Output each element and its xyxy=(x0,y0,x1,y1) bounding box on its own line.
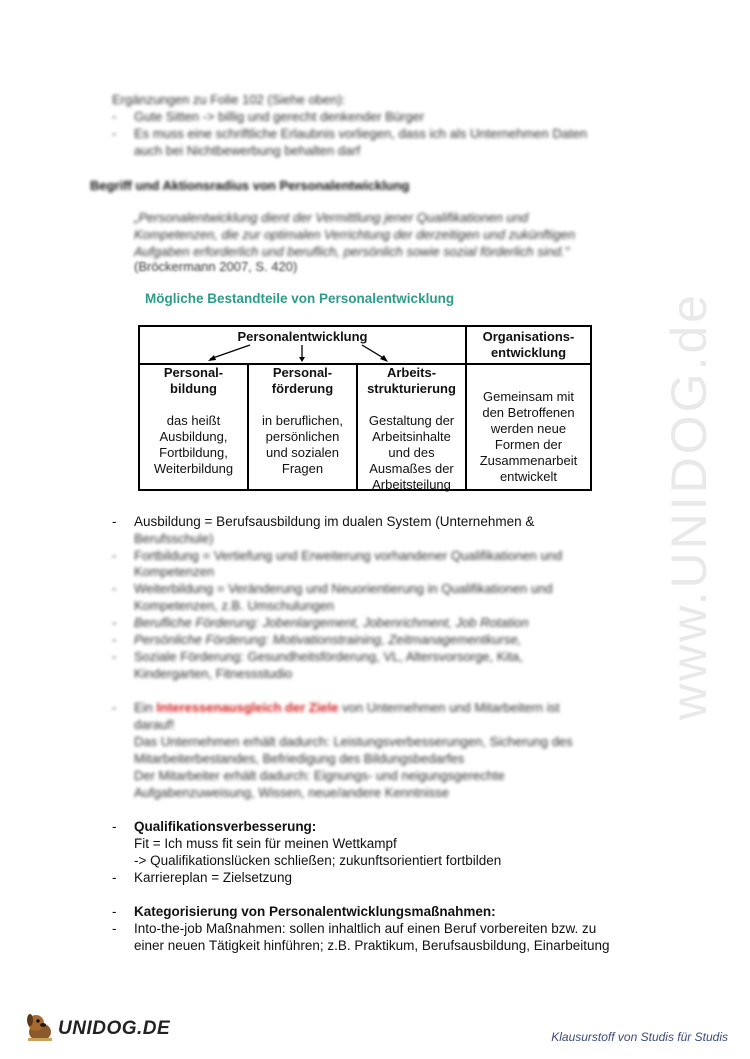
categorization-heading: Kategorisierung von Personalentwicklungsmaßnahmen: xyxy=(134,904,496,919)
footer-tagline: Klausurstoff von Studis für Studis xyxy=(551,1030,728,1044)
dash: - xyxy=(112,649,117,664)
dash: - xyxy=(112,109,117,124)
qualification-heading-row xyxy=(112,818,317,835)
list-item-cont: Berufsschule) xyxy=(134,531,214,546)
list-item-cont: Kindergarten, Fitnessstudio xyxy=(134,666,293,681)
interest-line: Aufgabenzuweisung, Wissen, neue/andere Kenntnisse xyxy=(134,785,450,800)
dash: - xyxy=(112,514,117,529)
dash: - xyxy=(112,581,117,596)
qualification-line-2: -> Qualifikationslücken schließen; zukunftsorientiert fortbilden xyxy=(134,853,502,868)
categorization-heading-row xyxy=(112,903,496,920)
col-personalbildung: Personal- bildung das heißt Ausbildung, Fortbildung, Weiterbildung xyxy=(153,365,234,476)
list-item-text: Persönliche Förderung: Motivationstraining, Zeitmanagementkurse, xyxy=(134,632,522,647)
list-item-fortbildung xyxy=(112,547,563,564)
top-bullet-2-cont: auch bei Nichtbewerbung behalten darf xyxy=(134,143,361,158)
interest-line: Der Mitarbeiter erhält dadurch: Eignungs- und neigungsgerechte xyxy=(134,768,505,783)
list-item-ausbildung xyxy=(112,513,535,530)
interest-line: Mitarbeiterbestandes, Befriedigung des Bildungsbedarfes xyxy=(134,751,465,766)
quote-citation: (Bröckermann 2007, S. 420) xyxy=(134,259,298,274)
dash: - xyxy=(112,700,117,715)
categorization-item-line-2: einer neuen Tätigkeit hinführen; z.B. Praktikum, Berufsausbildung, Einarbeitung xyxy=(134,938,610,953)
top-bullet-text: Es muss eine schriftliche Erlaubnis vorliegen, dass ich als Unternehmen Daten xyxy=(134,126,588,141)
quote-line-2: Kompetenzen, die zur optimalen Verrichtung der derzeitigen und zukünftigen xyxy=(134,227,576,242)
list-item-weiterbildung xyxy=(112,580,553,597)
interest-prefix: Ein xyxy=(134,700,153,715)
quote-line-3: Aufgaben erforderlich und beruflich, persönlich sowie sozial förderlich sind." xyxy=(134,244,570,259)
list-item-text: Ausbildung = Berufsausbildung im dualen System (Unternehmen & xyxy=(134,514,535,529)
interest-suffix: von Unternehmen und Mitarbeitern ist xyxy=(342,700,560,715)
list-item-text: Fortbildung = Vertiefung und Erweiterung vorhandener Qualifikationen und xyxy=(134,548,563,563)
career-plan: Karriereplan = Zielsetzung xyxy=(134,870,292,885)
col-personalfoerderung: Personal- förderung in beruflichen, persönlichen und sozialen Fragen xyxy=(262,365,343,476)
interest-line: Das Unternehmen erhält dadurch: Leistungsverbesserungen, Sicherung des xyxy=(134,734,573,749)
col-arbeitsstrukturierung: Arbeits- strukturierung Gestaltung der Arbeitsinhalte und des Ausmaßes der Arbeitsteilung xyxy=(367,365,456,492)
figure-title: Mögliche Bestandteile von Personalentwicklung xyxy=(145,291,455,306)
dash: - xyxy=(112,921,117,936)
list-item-persoenliche xyxy=(112,631,522,648)
top-bullet-text: Gute Sitten -> billig und gerecht denkender Bürger xyxy=(134,109,425,124)
unidog-logo xyxy=(22,1010,171,1046)
logo-text: UNIDOG.DE xyxy=(58,1018,171,1039)
list-item-cont: Kompetenzen, z.B. Umschulungen xyxy=(134,598,335,613)
list-item-text: Weiterbildung = Veränderung und Neuorientierung in Qualifikationen und xyxy=(134,581,553,596)
interest-line: darauf! xyxy=(134,717,175,732)
dash: - xyxy=(112,615,117,630)
list-item-soziale xyxy=(112,648,523,665)
dog-logo-icon xyxy=(22,1010,58,1046)
qualification-heading: Qualifikationsverbesserung: xyxy=(134,819,317,834)
interest-line-1 xyxy=(112,699,560,716)
qualification-line-1: Fit = Ich muss fit sein für meinen Wettkampf xyxy=(134,836,397,851)
quote-line-1: „Personalentwicklung dient der Vermittlung jener Qualifikationen und xyxy=(134,210,529,225)
categorization-item-line-1: Into-the-job Maßnahmen: sollen inhaltlich auf einen Beruf vorbereiten bzw. zu xyxy=(134,921,597,936)
dash: - xyxy=(112,126,117,141)
arrows xyxy=(140,341,465,365)
table-header-oe: Organisations- entwicklung xyxy=(482,329,575,360)
dash: - xyxy=(112,819,117,834)
dash: - xyxy=(112,904,117,919)
dash: - xyxy=(112,548,117,563)
interest-highlight: Interessenausgleich der Ziele xyxy=(156,700,339,715)
list-item-text: Soziale Förderung: Gesundheitsförderung, VL, Altersvorsorge, Kita, xyxy=(134,649,523,664)
list-item-berufliche xyxy=(112,614,529,631)
watermark: www.UNIDOG.de xyxy=(661,292,717,720)
col-organisationsentwicklung: Gemeinsam mit den Betroffenen werden neue Formen der Zusammenarbeit entwickelt xyxy=(479,389,578,484)
top-intro: Ergänzungen zu Folie 102 (Siehe oben): xyxy=(112,92,346,107)
section-heading: Begriff und Aktionsradius von Personalentwicklung xyxy=(90,178,410,193)
career-plan-row xyxy=(112,869,292,886)
top-bullet-2 xyxy=(112,125,588,142)
table-header-pe: Personalentwicklung xyxy=(237,329,368,344)
list-item-text: Berufliche Förderung: Jobenlargement, Jobenrichment, Job Rotation xyxy=(134,615,529,630)
dash: - xyxy=(112,632,117,647)
top-bullet-1 xyxy=(112,108,425,125)
categorization-item-row xyxy=(112,920,597,937)
list-item-cont: Kompetenzen xyxy=(134,564,215,579)
personalentwicklung-table xyxy=(138,325,592,491)
dash: - xyxy=(112,870,117,885)
